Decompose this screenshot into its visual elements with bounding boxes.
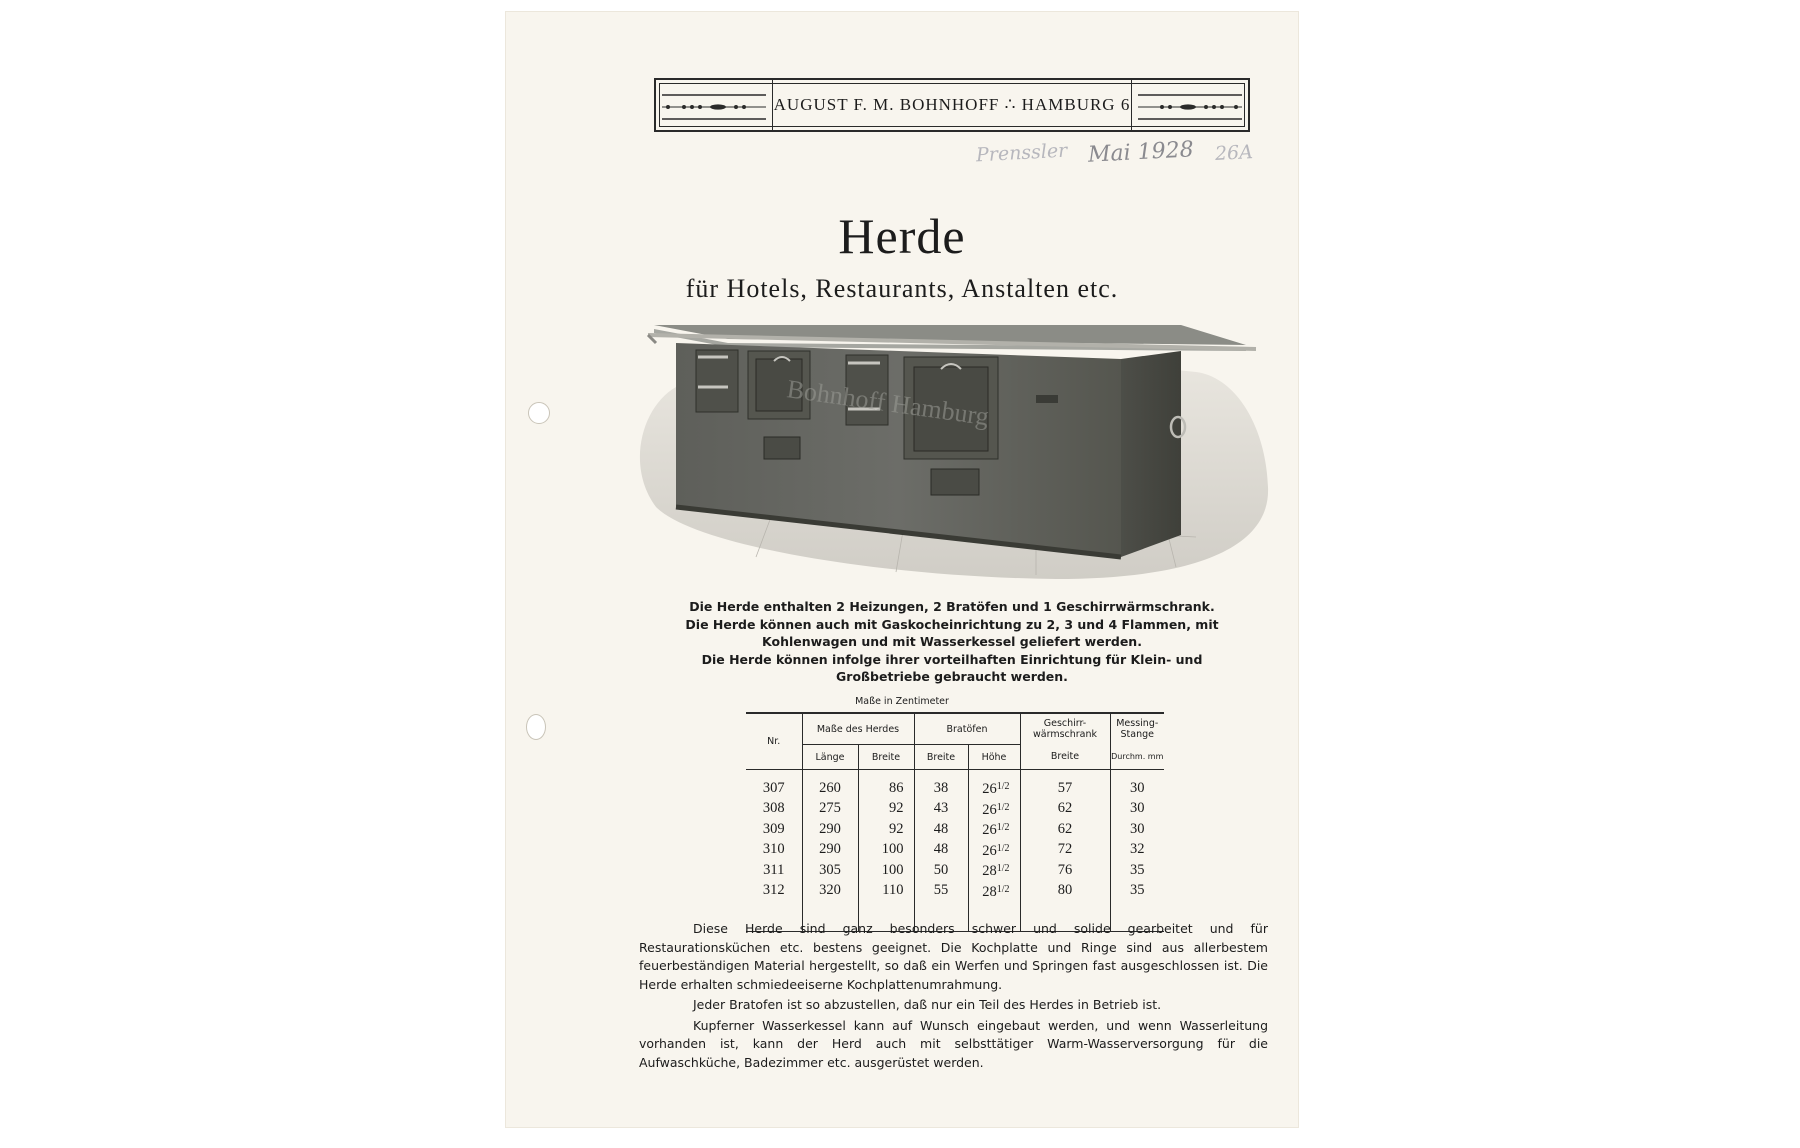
cell-hoehe <box>968 770 1020 799</box>
hoehe-int: 26 <box>982 822 997 838</box>
cell-gw-breite: 76 <box>1020 860 1110 881</box>
cell-breite: 92 <box>858 799 914 820</box>
intro-line: Die Herde enthalten 2 Heizungen, 2 Bratöfen und 1 Geschirrwärmschrank. <box>689 599 1215 614</box>
cell-stange: 30 <box>1110 799 1164 820</box>
page-subtitle: für Hotels, Restaurants, Anstalten etc. <box>685 274 1119 303</box>
hoehe-frac: 1/2 <box>996 801 1010 813</box>
cell-nr: 312 <box>762 882 785 898</box>
cell-laenge: 320 <box>802 881 858 902</box>
cell-breite: 92 <box>858 819 914 840</box>
header-masse: Maße des Herdes <box>802 713 914 745</box>
cell-gw-breite: 62 <box>1020 819 1110 840</box>
header-messing <box>1110 713 1164 745</box>
hoehe-int: 28 <box>982 863 997 879</box>
intro-line: Die Herde können auch mit Gaskocheinrichtung zu 2, 3 und 4 Flammen, mit Kohlenwagen und mit Wasserkessel geliefert werden. <box>685 616 1219 649</box>
cell-bo-breite: 38 <box>914 770 968 799</box>
header-messing-line1: Messing- <box>1116 718 1159 730</box>
body-paragraph: Diese Herde sind ganz besonders schwer und solide gearbeitet und für Restaurationsküchen etc. bestens geeignet. Die Kochplatte und Ringe sind aus allerbestem feuerbeständigen Material hergestellt, so daß ein Werfen und Springen fast ausgeschlossen ist. Die Herde erhalten schmiedeeiserne Kochplattenumrahmung. <box>639 921 1268 992</box>
header-bratoefen: Bratöfen <box>914 713 1020 745</box>
cell-nr: 308 <box>762 800 785 816</box>
cell-hoehe <box>968 819 1020 840</box>
cell-laenge: 290 <box>802 840 858 861</box>
header-messing-line2: Stange <box>1120 729 1154 741</box>
punch-hole-bottom <box>526 714 546 740</box>
table-row <box>746 799 1164 820</box>
page-title: Herde <box>838 208 966 264</box>
hoehe-frac: 1/2 <box>996 842 1010 854</box>
hoehe-frac: 1/2 <box>996 822 1010 833</box>
cell-nr: 309 <box>762 820 785 837</box>
intro-line: Die Herde können infolge ihrer vorteilhaften Einrichtung für Klein- und Großbetriebe gebraucht werden. <box>701 651 1203 684</box>
hoehe-int: 26 <box>982 842 997 859</box>
cell-breite: 110 <box>858 881 914 902</box>
header-geschirr-line1: Geschirr- <box>1043 718 1087 730</box>
cell-bo-breite: 50 <box>914 860 968 881</box>
catalog-page <box>506 12 1298 1127</box>
ornament-left-icon <box>656 80 772 134</box>
cell-gw-breite: 72 <box>1020 840 1110 861</box>
cell-bo-breite: 48 <box>914 840 968 861</box>
note-name: Prenssler <box>975 139 1068 167</box>
company-name: AUGUST F. M. BOHNHOFF ∴ HAMBURG 6 <box>772 80 1132 130</box>
cell-laenge: 290 <box>802 819 858 840</box>
hoehe-int: 26 <box>982 801 997 818</box>
cell-gw-breite: 80 <box>1020 881 1110 902</box>
hoehe-int: 28 <box>982 883 997 900</box>
table-row <box>746 770 1164 799</box>
cell-bo-breite: 55 <box>914 881 968 902</box>
note-code: 26A <box>1214 141 1254 165</box>
cell-stange: 35 <box>1110 881 1164 902</box>
table-row <box>746 840 1164 861</box>
header-bo-breite: Breite <box>914 745 968 770</box>
cell-bo-breite: 48 <box>914 819 968 840</box>
cell-gw-breite: 57 <box>1020 770 1110 799</box>
cell-stange: 30 <box>1110 819 1164 840</box>
handwritten-note <box>975 137 1254 168</box>
dimensions-table <box>746 712 1164 914</box>
cell-stange: 30 <box>1110 770 1164 799</box>
cell-nr: 307 <box>762 779 785 796</box>
cell-hoehe <box>968 881 1020 902</box>
hoehe-frac: 1/2 <box>996 781 1010 792</box>
header-laenge: Länge <box>802 745 858 770</box>
header-geschirr <box>1020 713 1110 745</box>
cell-gw-breite: 62 <box>1020 799 1110 820</box>
cell-stange: 35 <box>1110 860 1164 881</box>
table-row <box>746 881 1164 902</box>
header-geschirr-line2: wärmschrank <box>1032 729 1098 741</box>
header-breite: Breite <box>858 745 914 770</box>
note-date: Mai 1928 <box>1087 137 1195 168</box>
table-caption: Maße in Zentimeter <box>855 696 949 707</box>
body-paragraph: Kupferner Wasserkessel kann auf Wunsch eingebaut werden, und wenn Wasserleitung vorhanden ist, kann der Herd auch mit selbsttätiger Warm-Wasserversorgung für die Aufwaschküche, Badezimmer etc. ausgerüstet werden. <box>639 1017 1268 1070</box>
company-banner <box>654 78 1250 132</box>
cell-nr: 310 <box>762 841 785 857</box>
hoehe-frac: 1/2 <box>996 863 1010 874</box>
cell-laenge: 305 <box>802 860 858 881</box>
header-messing-unit: Durchm. mm <box>1110 745 1164 770</box>
cell-nr: 311 <box>763 861 785 878</box>
punch-hole-top <box>528 402 550 424</box>
cell-stange: 32 <box>1110 840 1164 861</box>
cell-breite: 86 <box>858 770 914 799</box>
cell-breite: 100 <box>858 840 914 861</box>
intro-text <box>636 598 1268 686</box>
hoehe-frac: 1/2 <box>996 883 1010 895</box>
ornament-right-icon <box>1132 80 1248 134</box>
table-row <box>746 819 1164 840</box>
body-text <box>639 920 1268 1074</box>
cell-hoehe <box>968 840 1020 861</box>
cell-laenge: 260 <box>802 770 858 799</box>
body-paragraph: Jeder Bratofen ist so abzustellen, daß nur ein Teil des Herdes in Betrieb ist. <box>693 997 1162 1012</box>
table-row <box>746 860 1164 881</box>
cell-hoehe <box>968 860 1020 881</box>
header-bo-hoehe: Höhe <box>968 745 1020 770</box>
hoehe-int: 26 <box>982 781 997 797</box>
cell-hoehe <box>968 799 1020 820</box>
header-geschirr-breite: Breite <box>1020 745 1110 770</box>
cell-bo-breite: 43 <box>914 799 968 820</box>
header-nr: Nr. <box>746 713 802 770</box>
cell-laenge: 275 <box>802 799 858 820</box>
cell-breite: 100 <box>858 860 914 881</box>
photo-watermark: Bohnhoff Hamburg <box>785 374 991 432</box>
stove-photo <box>636 317 1276 587</box>
